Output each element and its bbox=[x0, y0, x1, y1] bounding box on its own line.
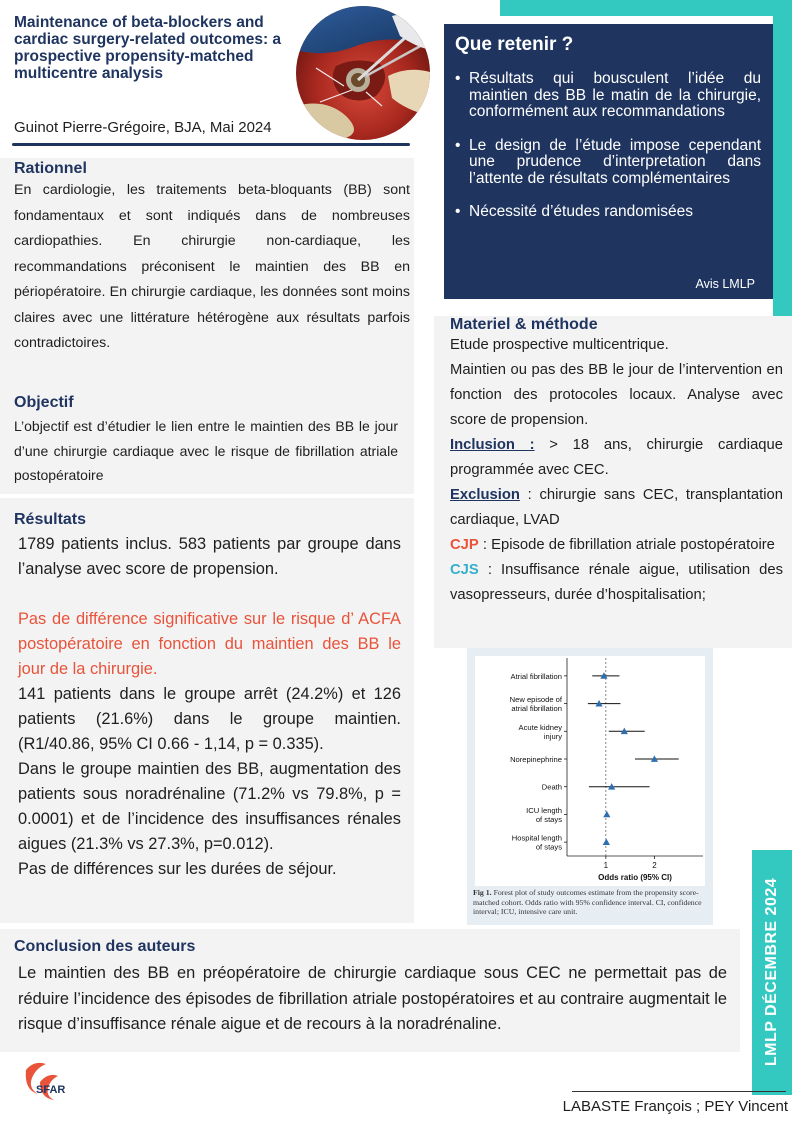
objective-text: L’objectif est d’étudier le lien entre le maintien des BB le jour d’une chirurgie cardiaque avec le risque de fibrillation atriale postopératoire bbox=[14, 418, 398, 483]
inclusion-label: Inclusion : bbox=[450, 437, 535, 453]
forest-plot-figure bbox=[467, 648, 713, 925]
odds-ratio-marker bbox=[603, 839, 610, 845]
forest-plot-area bbox=[475, 656, 705, 886]
teal-side-accent bbox=[773, 0, 792, 318]
edition-band-text: LMLP DÉCEMBRE 2024 bbox=[763, 877, 780, 1067]
conclusion-heading: Conclusion des auteurs bbox=[14, 938, 196, 955]
rationale-text: En cardiologie, les traitements beta-bloquants (BB) sont fondamentaux et sont indiqués dans de nombreuses cardiopathies. En chirurgie non-cardiaque, les recommandations préconisent le maintien des BB en périopératoire. En chirurgie cardiaque, les données sont moins claires avec une littérature hétérogène aux résultats parfois contradictoires. bbox=[14, 182, 410, 351]
x-axis-label: Odds ratio (95% CI) bbox=[598, 873, 672, 882]
caption-label: Fig 1. bbox=[473, 888, 492, 897]
conclusion-text: Le maintien des BB en préopératoire de chirurgie cardiaque sous CEC ne permettait pas de réduire l’incidence des épisodes de fibrillation atriale postopératoires et au contraire augmentait le risque d’insuffisance rénale aigue et de recours à la noradrénaline. bbox=[18, 964, 727, 1033]
title-divider bbox=[12, 143, 410, 146]
outcome-label: Acute kidney bbox=[518, 722, 562, 732]
poster-authors: LABASTE François ; PEY Vincent bbox=[562, 1098, 788, 1115]
forest-plot-chart bbox=[475, 656, 705, 886]
results-panel bbox=[0, 498, 414, 923]
key-points-list bbox=[455, 71, 761, 238]
key-points-heading: Que retenir ? bbox=[455, 34, 574, 55]
results-af-counts: 141 patients dans le groupe arrêt (24.2%) et 126 patients (21.6%) dans le groupe maintien. (R1/40.86, 95% CI 0.66 - 1,14, p = 0.335). bbox=[18, 685, 401, 753]
methods-design: Etude prospective multicentrique. bbox=[450, 337, 669, 353]
outcome-label: injury bbox=[543, 731, 562, 741]
teal-corner-accent bbox=[500, 0, 792, 16]
authors-divider bbox=[572, 1091, 786, 1092]
exclusion-label: Exclusion bbox=[450, 487, 520, 503]
cjs-label: CJS bbox=[450, 562, 479, 578]
results-heading: Résultats bbox=[14, 511, 87, 528]
outcome-label: New episode of bbox=[509, 695, 562, 705]
results-length-of-stay: Pas de différences sur les durées de séjour. bbox=[18, 860, 337, 878]
x-tick-label: 2 bbox=[652, 861, 657, 870]
outcome-label: atrial fibrillation bbox=[511, 704, 562, 714]
conclusion-panel bbox=[0, 929, 740, 1052]
methods-protocol: Maintien ou pas des BB le jour de l’intervention en fonction des protocoles locaux. Analyse avec score de propension. bbox=[450, 362, 783, 428]
cjp-text: : Episode de fibrillation atriale postopératoire bbox=[478, 537, 775, 553]
results-patients: 1789 patients inclus. 583 patients par groupe dans l’analyse avec score de propension. bbox=[18, 535, 401, 578]
outcome-label: Death bbox=[541, 782, 562, 792]
outcome-label: ICU length bbox=[526, 805, 562, 815]
methods-secondary-endpoints bbox=[450, 558, 783, 608]
caption-text: Forest plot of study outcomes estimate from the propensity score-matched cohort. Odds ratio with 95% confidence interval. CI, confidence interval; ICU, intensive care unit. bbox=[473, 888, 702, 916]
results-secondary: Dans le groupe maintien des BB, augmentation des patients sous noradrénaline (71.2% vs 79.8%, p = 0.0001) et de l’incidence des insuffisances rénales aigues (21.3% vs 27.3%, p=0.012). bbox=[18, 760, 401, 853]
objective-heading: Objectif bbox=[14, 394, 74, 411]
rationale-heading: Rationnel bbox=[14, 160, 87, 177]
results-main-finding: Pas de différence significative sur le risque d’ ACFA postopératoire en fonction du maintien des BB le jour de la chirurgie. bbox=[18, 610, 401, 678]
outcome-label: Hospital length bbox=[511, 833, 562, 843]
odds-ratio-marker bbox=[603, 811, 610, 817]
sfar-logo bbox=[20, 1058, 80, 1107]
x-tick-label: 1 bbox=[603, 861, 609, 870]
surgery-photo bbox=[296, 6, 430, 140]
outcome-label: of stays bbox=[535, 814, 562, 824]
cjp-label: CJP bbox=[450, 537, 479, 553]
methods-primary-endpoint bbox=[450, 533, 783, 558]
surgery-photo-illustration bbox=[296, 6, 430, 140]
rationale-objective-panel bbox=[0, 158, 414, 494]
article-title: Maintenance of beta-blockers and cardiac surgery-related outcomes: a prospective propensity-matched multicentre analysis bbox=[14, 14, 282, 82]
methods-body bbox=[450, 333, 783, 608]
key-points-box bbox=[444, 24, 773, 299]
avis-label: Avis LMLP bbox=[695, 277, 755, 291]
methods-exclusion bbox=[450, 483, 783, 533]
outcome-label: Norepinephrine bbox=[510, 755, 562, 764]
outcome-label: of stays bbox=[535, 842, 562, 852]
figure-caption bbox=[473, 888, 709, 917]
exclusion-text: : chirurgie sans CEC, transplantation cardiaque, LVAD bbox=[450, 487, 783, 528]
sfar-logo-text: SFAR bbox=[36, 1084, 66, 1096]
article-author: Guinot Pierre-Grégoire, BJA, Mai 2024 bbox=[14, 119, 272, 136]
cjs-text: : Insuffisance rénale aigue, utilisation des vasopresseurs, durée d’hospitalisation; bbox=[450, 562, 783, 603]
key-point: • Résultats qui bousculent l’idée du maintien des BB le matin de la chirurgie, conformément aux recommandations bbox=[455, 71, 761, 121]
outcome-label: Atrial fibrillation bbox=[510, 671, 562, 681]
methods-panel bbox=[434, 316, 792, 648]
results-body bbox=[18, 532, 401, 882]
inclusion-text: > 18 ans, chirurgie cardiaque programmée avec CEC. bbox=[450, 437, 783, 478]
key-point: • Le design de l’étude impose cependant une prudence d’interpretation dans l’attente de résultats complémentaires bbox=[455, 138, 761, 188]
methods-inclusion bbox=[450, 433, 783, 483]
key-point: • Nécessité d’études randomisées bbox=[455, 204, 761, 221]
methods-heading: Materiel & méthode bbox=[450, 316, 598, 333]
